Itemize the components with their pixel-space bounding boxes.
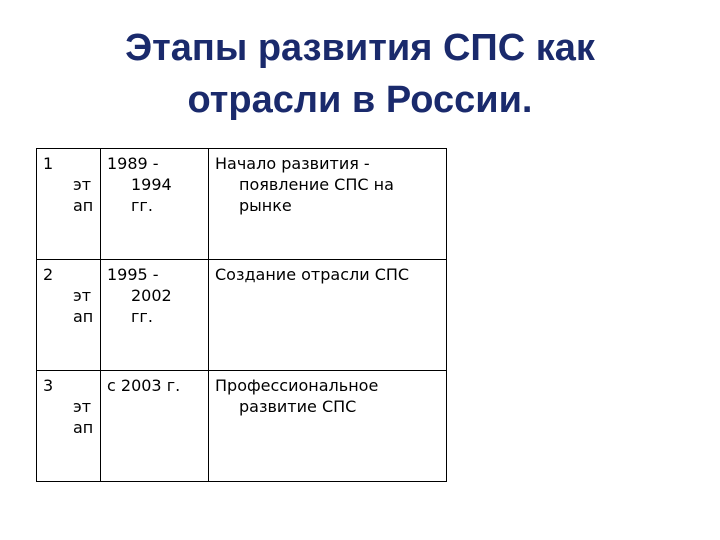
stage-period-part: 1994 xyxy=(131,175,172,194)
stage-number-cell xyxy=(37,149,101,260)
title-line-1: Этапы развития СПС как xyxy=(125,27,595,69)
stage-period-part: гг. xyxy=(131,196,153,215)
table-row xyxy=(37,371,447,482)
stage-description-cell xyxy=(209,149,447,260)
stage-period-start: 1995 - xyxy=(107,265,159,284)
stage-word-part: эт xyxy=(73,175,92,194)
stage-description-part: развитие СПС xyxy=(239,397,357,416)
stage-period-cell xyxy=(101,260,209,371)
stage-description-start: Профессиональное xyxy=(215,376,379,395)
stage-word-part: эт xyxy=(73,286,92,305)
stage-number-cell xyxy=(37,260,101,371)
stage-period-part: гг. xyxy=(131,307,153,326)
table-row xyxy=(37,260,447,371)
stage-period-cell xyxy=(101,371,209,482)
stage-description-cell xyxy=(209,371,447,482)
stage-period-start: 1989 - xyxy=(107,154,159,173)
stage-description-cell xyxy=(209,260,447,371)
stage-description-start: Начало развития - xyxy=(215,154,370,173)
stage-period-part: 2002 xyxy=(131,286,172,305)
page-title xyxy=(0,22,720,126)
stage-number: 1 xyxy=(43,154,54,173)
stage-period-start: с 2003 г. xyxy=(107,376,181,395)
stage-word-part: ап xyxy=(73,307,94,326)
stage-description-part: появление СПС на xyxy=(239,175,394,194)
stage-number-cell xyxy=(37,371,101,482)
stage-description-part: рынке xyxy=(239,196,292,215)
stage-word-part: ап xyxy=(73,418,94,437)
stage-word-part: эт xyxy=(73,397,92,416)
stage-number: 3 xyxy=(43,376,54,395)
title-line-2: отрасли в России. xyxy=(187,79,533,121)
stage-period-cell xyxy=(101,149,209,260)
stages-table xyxy=(36,148,447,482)
table-row xyxy=(37,149,447,260)
stage-description-start: Создание отрасли СПС xyxy=(215,265,410,284)
stage-word-part: ап xyxy=(73,196,94,215)
stage-number: 2 xyxy=(43,265,54,284)
